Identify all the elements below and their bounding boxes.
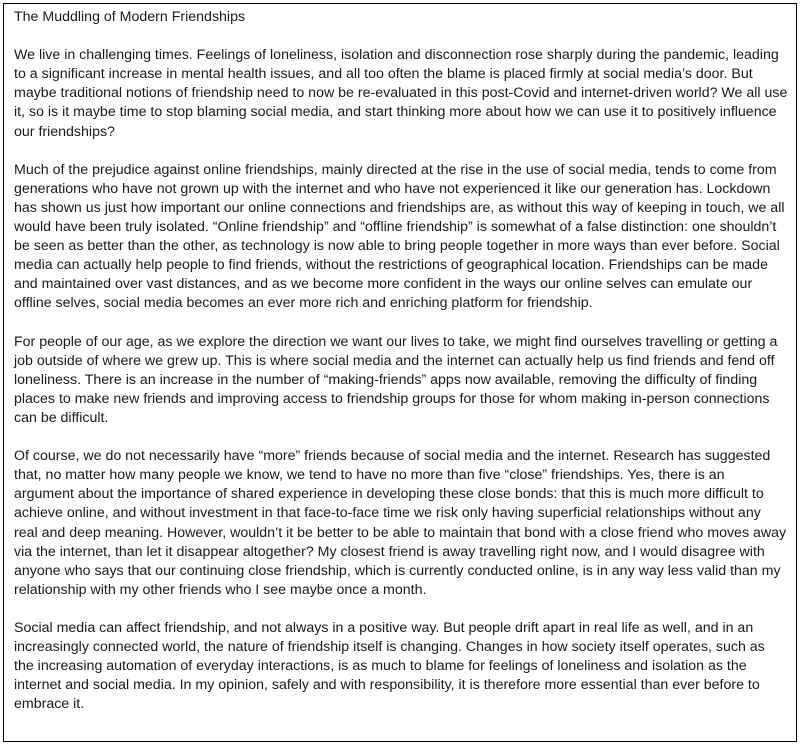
document-text-box <box>3 3 797 742</box>
paragraph-3: For people of our age, as we explore the direction we want our lives to take, we might find ourselves travelling or getting a job outside of where we grew up. This is where social media and the internet can actually help us find friends and fend off loneliness. There is an increase in the number of “making-friends” apps now available, removing the difficulty of finding places to make new friends and improving access to friendship groups for those for whom making in-person connections can be difficult. <box>14 333 778 426</box>
paragraph-5: Social media can affect friendship, and not always in a positive way. But people drift apart in real life as well, and in an increasingly connected world, the nature of friendship itself is changing. Changes in how society itself operates, such as the increasing automation of everyday interactions, is as much to blame for feelings of loneliness and isolation as the internet and social media. In my opinion, safely and with responsibility, it is therefore more essential than ever before to embrace it. <box>14 620 765 713</box>
paragraph-1: We live in challenging times. Feelings of loneliness, isolation and disconnection rose sharply during the pandemic, leading to a significant increase in mental health issues, and all too often the blame is placed firmly at social media’s door. But maybe traditional notions of friendship need to now be re-evaluated in this post-Covid and internet-driven world? We all use it, so is it maybe time to stop blaming social media, and start thinking more about how we can use it to positively influence our friendships? <box>14 47 788 140</box>
paragraph-4: Of course, we do not necessarily have “more” friends because of social media and the internet. Research has suggested that, no matter how many people we know, we tend to have no more than five “close” friendships. Yes, there is an argument about the importance of shared experience in developing these close bonds: that this is much more difficult to achieve online, and without investment in that face-to-face time we risk only having superficial relationships without any real and deep meaning. However, wouldn’t it be better to be able to maintain that bond with a close friend who moves away via the internet, than let it disappear altogether? My closest friend is away travelling right now, and I would disagree with anyone who says that our continuing close friendship, which is currently conducted online, is in any way less valid than my relationship with my other friends who I see maybe once a month. <box>14 448 787 598</box>
document-title: The Muddling of Modern Friendships <box>14 9 246 25</box>
paragraph-2: Much of the prejudice against online friendships, mainly directed at the rise in the use of social media, tends to come from generations who have not grown up with the internet and who have not experienced it like our generation has. Lockdown has shown us just how important our online connections and friendships are, as without this way of keeping in touch, we all would have been truly isolated. “Online friendship” and “offline friendship” is somewhat of a false distinction: one shouldn’t be seen as better than the other, as technology is now able to bring people together in more ways than ever before. Social media can actually help people to find friends, without the restrictions of geographical location. Friendships can be made and maintained over vast distances, and as we become more confident in the ways our online selves can emulate our offline selves, social media becomes an ever more rich and enriching platform for friendship. <box>14 161 785 312</box>
